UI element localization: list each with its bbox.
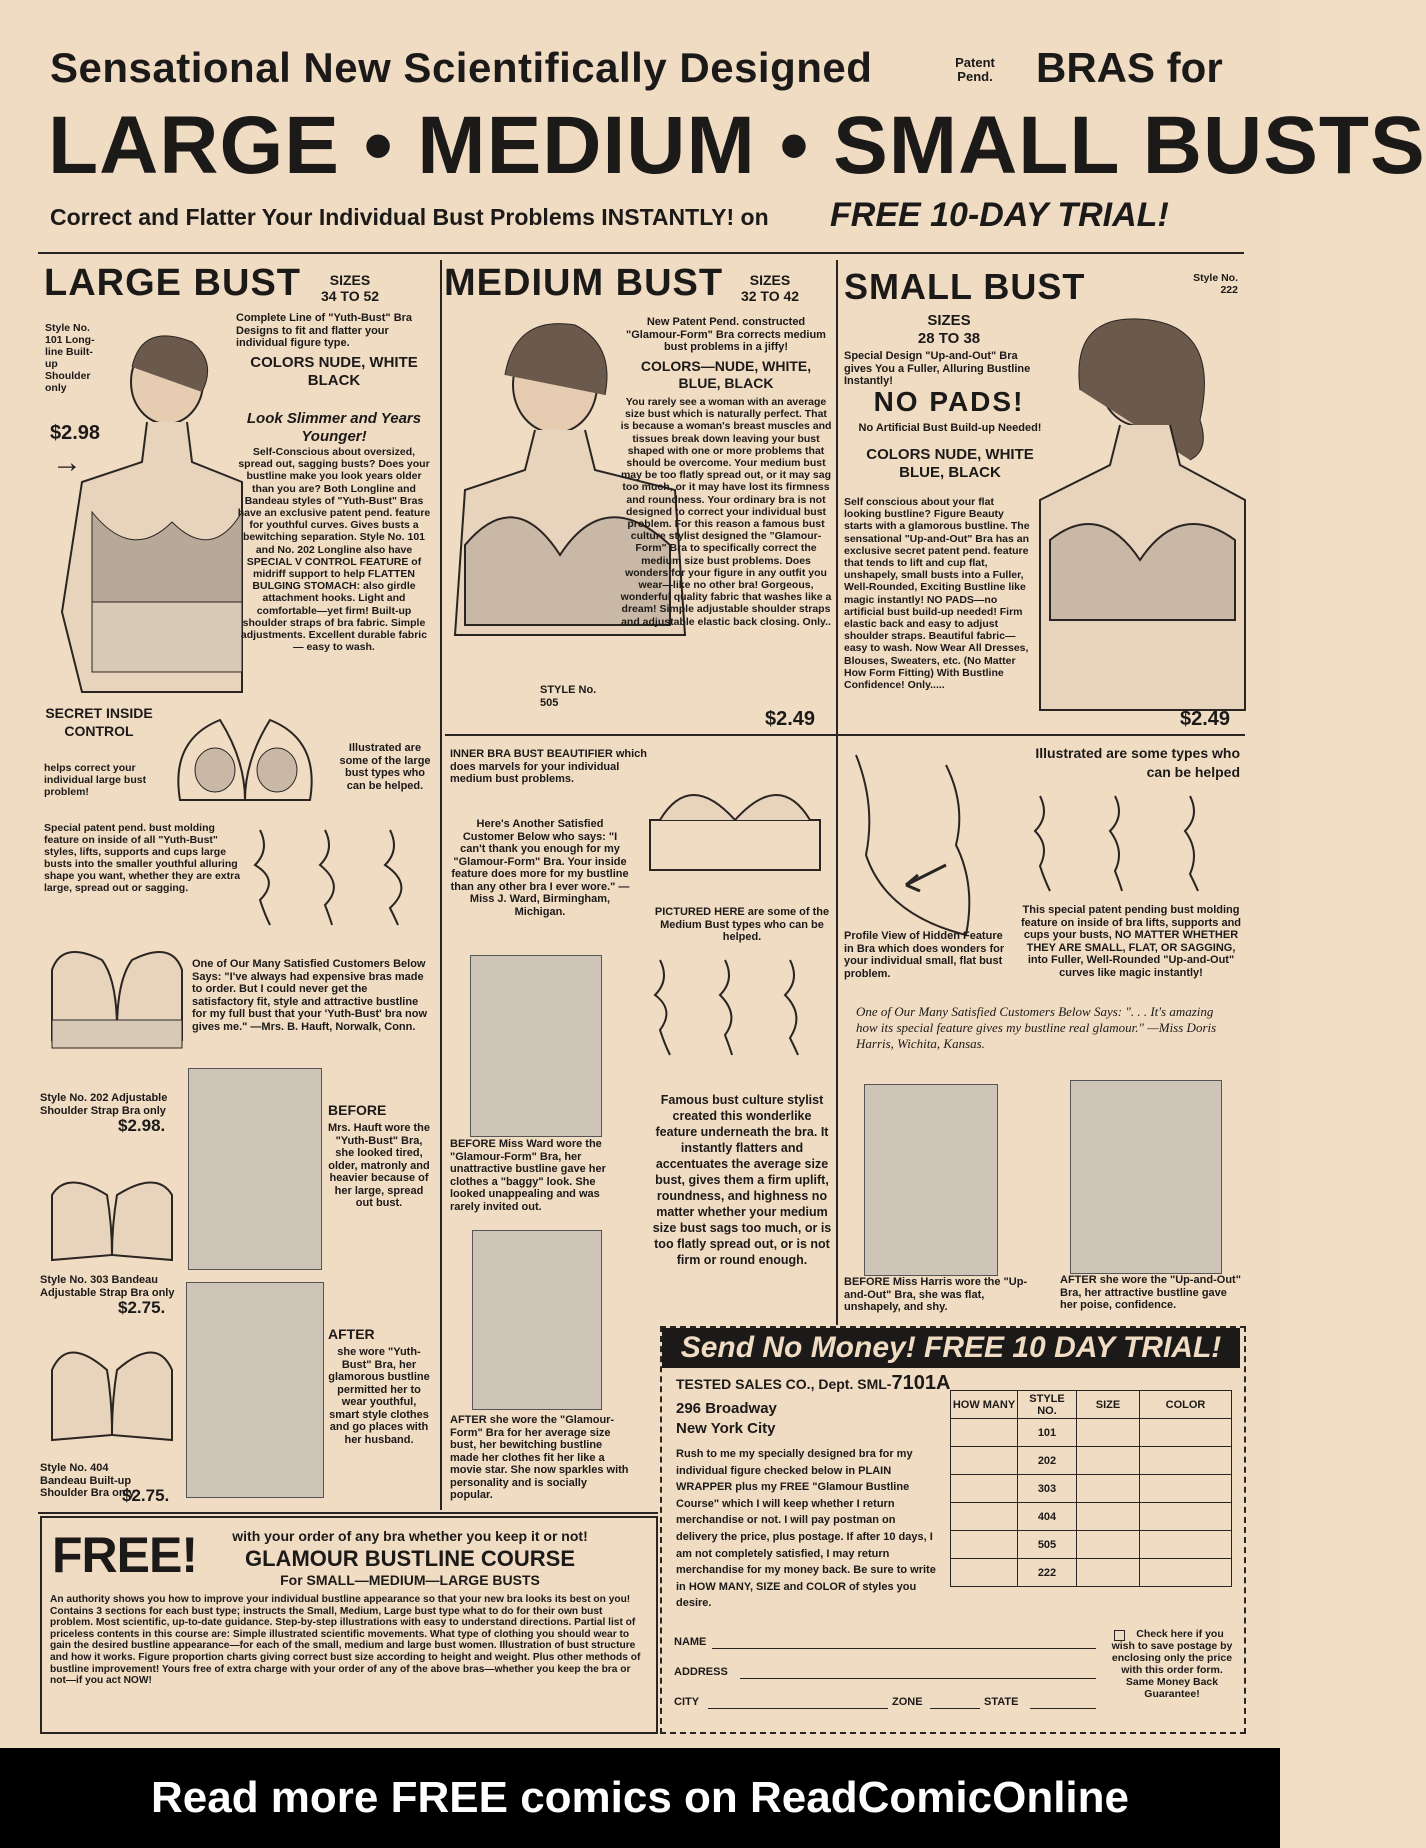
table-row [951, 1503, 1232, 1531]
secret-inside-control-text: helps correct your individual large bust problem! [44, 762, 147, 798]
footer-text: Read more FREE comics on ReadComicOnline [150, 1773, 1129, 1822]
small-special-feature: This special patent pending bust molding feature on inside of bra lifts, supports and cups your busts, NO MATTER WHETHER THEY ARE SMALL, FLAT, OR SAGGING, into Fuller, Well-Rounded "Up-and-Out" curves like magic instantly! [1020, 904, 1242, 979]
medium-sizes-label: SIZES [749, 272, 791, 288]
style-303-label: Style No. 303 Bandeau Adjustable Strap Bra only [40, 1274, 175, 1299]
small-price: $2.49 [1180, 708, 1231, 730]
large-body: Self-Conscious about oversized, spread out, sagging busts? Does your bustline make you look years older than you are? Both Longline and Bandeau styles of "Yuth-Bust" Bras have an exclusive patent pend. feature for youthful curves. Gives busts a bewitching separation. Style No. 101 and No. 202 Longline also have SPECIAL V CONTROL FEATURE of midriff support to help FLATTEN BULGING STOMACH: also girdle attachment hooks. Light and comfortable—yet firm! Built-up shoulder straps of bra fabric. Simple adjustments. Excellent durable fabric — easy to wash. [237, 446, 431, 654]
large-after-title: AFTER [328, 1326, 375, 1342]
name-field[interactable] [712, 1648, 1096, 1649]
style-404-bra-illustration [42, 1330, 182, 1450]
medium-before-photo [470, 955, 602, 1137]
small-style-note: Style No. 222 [1193, 272, 1238, 296]
order-address-2: New York City [676, 1420, 776, 1437]
color-input-222[interactable] [1140, 1559, 1232, 1587]
medium-after-photo [472, 1230, 602, 1410]
medium-bust-profiles-illustration [640, 950, 830, 1060]
small-no-pads: NO PADS! [873, 386, 1025, 417]
column-divider-2 [836, 260, 838, 1325]
table-row [951, 1447, 1232, 1475]
small-after-photo [1070, 1080, 1222, 1274]
medium-before-text: BEFORE Miss Ward wore the "Glamour-Form" Bra, her unattractive bustline gave her clothes a "baggy" look. She looked unappealing and was rarely invited out. [450, 1138, 606, 1213]
city-field[interactable] [708, 1708, 888, 1709]
large-sizes-label: SIZES [329, 272, 371, 288]
state-label: STATE [984, 1696, 1019, 1708]
medium-famous-stylist: Famous bust culture stylist created this wonderlike feature underneath the bra. It instantly flatters and accentuates the average size bust, gives them a firm uplift, roundness, and highness no matter whether your medium size bust sags too much, or is too flatly spread out, or is not firm or round enough. [652, 1093, 832, 1267]
state-field[interactable] [1030, 1708, 1096, 1709]
free-course-title: GLAMOUR BUSTLINE COURSE [245, 1546, 575, 1571]
order-address-1: 296 Broadway [676, 1400, 777, 1417]
large-testimonial: One of Our Many Satisfied Customers Below Says: "I've always had expensive bras made to order. But I could never get the satisfactory fit, style and attractive bustline for my full bust that your 'Yuth-Bust' bra now gives me." —Mrs. B. Hauft, Norwalk, Conn. [192, 958, 428, 1033]
large-price: $2.98 [50, 422, 101, 444]
color-input-303[interactable] [1140, 1475, 1232, 1503]
color-input-101[interactable] [1140, 1419, 1232, 1447]
table-row [951, 1559, 1232, 1587]
medium-price: $2.49 [765, 708, 816, 730]
footer-banner[interactable] [0, 1748, 1280, 1848]
style-no-cell: 505 [1018, 1531, 1077, 1559]
small-bust-title: SMALL BUST [844, 266, 1086, 307]
small-after-text: AFTER she wore the "Up-and-Out" Bra, her attractive bustline gave her poise, confidence. [1060, 1274, 1241, 1311]
small-colors: COLORS NUDE, WHITE BLUE, BLACK [866, 446, 1034, 481]
order-banner: Send No Money! FREE 10 DAY TRIAL! [662, 1328, 1240, 1368]
large-sizes [300, 272, 400, 304]
small-bust-model-illustration [1030, 300, 1245, 710]
color-input-404[interactable] [1140, 1503, 1232, 1531]
size-input-505[interactable] [1077, 1531, 1140, 1559]
free-course-body: An authority shows you how to improve your individual bustline appearance so that your new bra looks its best on you! Contains 3 sections for each bust type; instructs the Small, Medium, Large bust type what to do for their own bust problem. Most scientific, up-to-date guidance. Step-by-step illustrations with easy to understand directions. Partial list of priceless contents in this course are: Simple illustrated scientific movements. What type of clothing you should wear to gain the desired bustline appearance—for each of the small, medium and large bust women. Illustration of bust structure and how it works. Figure proportion charts giving correct bust size according to height and weight. Plus other methods of bustline improvement! Yours free of extra charge with your order of any of the above bras—whether you keep the bra or not—if you act NOW! [50, 1594, 641, 1687]
col-color: COLOR [1140, 1391, 1232, 1419]
secret-inside-control-title: SECRET INSIDE CONTROL [45, 705, 153, 739]
large-bust-profiles-illustration [240, 820, 430, 930]
header-line-1 [50, 44, 872, 92]
arrow-icon: → [52, 446, 82, 479]
size-input-202[interactable] [1077, 1447, 1140, 1475]
large-sizes-value: 34 TO 52 [320, 288, 380, 304]
table-row [951, 1531, 1232, 1559]
header-line-2: LARGE • MEDIUM • SMALL BUSTS [48, 100, 1426, 191]
style-303-bra-illustration [42, 1165, 182, 1270]
small-intro: Special Design "Up-and-Out" Bra gives You a Fuller, Alluring Bustline Instantly! [844, 350, 1031, 387]
order-table [950, 1390, 1232, 1587]
free-title: FREE! [52, 1527, 197, 1583]
table-row [951, 1419, 1232, 1447]
style-404-label: Style No. 404 Bandeau Built-up Shoulder Bra only [40, 1462, 135, 1499]
style-no-cell: 202 [1018, 1447, 1077, 1475]
how-many-input-101[interactable] [951, 1419, 1018, 1447]
order-company-name: TESTED SALES CO., Dept. SML- [676, 1376, 892, 1392]
how-many-input-404[interactable] [951, 1503, 1018, 1531]
large-special-feature: Special patent pend. bust molding feature on inside of all "Yuth-Bust" styles, lifts, supports and cups large busts into the smaller youthful alluring shape you want, whether they are extra large, spread out or sagging. [44, 822, 241, 894]
small-illustrated-types: Illustrated are some types who can be helped [1035, 745, 1240, 780]
city-label: CITY [674, 1696, 700, 1708]
large-illustrated-types: Illustrated are some of the large bust types who can be helped. [339, 742, 431, 792]
small-bust-profiles-illustration [1020, 786, 1240, 896]
medium-pictured: PICTURED HERE are some of the Medium Bust types who can be helped. [654, 906, 830, 943]
header-line-1-a: Sensational New Scientifically Designed [50, 44, 873, 91]
small-sizes [894, 312, 1004, 348]
col-size: SIZE [1077, 1391, 1140, 1419]
how-many-input-222[interactable] [951, 1559, 1018, 1587]
style-no-cell: 404 [1018, 1503, 1077, 1531]
large-tagline: Look Slimmer and Years Younger! [246, 410, 422, 445]
large-after-text: she wore "Yuth-Bust" Bra, her glamorous bustline permitted her to wear youthful, smart style clothes and go places with her husband. [328, 1346, 430, 1446]
large-colors: COLORS NUDE, WHITE BLACK [250, 354, 418, 389]
small-sizes-label: SIZES [927, 312, 971, 329]
header-divider [38, 252, 1244, 254]
name-label: NAME [674, 1636, 707, 1648]
address-label: ADDRESS [674, 1666, 728, 1678]
large-before-photo [188, 1068, 322, 1270]
style-303-price: $2.75. [118, 1298, 166, 1317]
large-before-text: Mrs. Hauft wore the "Yuth-Bust" Bra, she looked tired, older, matronly and heavier because of her large, spread out bust. [327, 1122, 431, 1209]
large-bust-title: LARGE BUST [44, 262, 301, 304]
save-postage-note: Check here if you wish to save postage by enclosing only the price with this order form. Same Money Back Guarantee! [1111, 1628, 1233, 1700]
small-testimonial: One of Our Many Satisfied Customers Below Says: ". . . It's amazing how its special feature gives my bustline real glamour." —Miss Doris Harris, Wichita, Kansas. [856, 1004, 1217, 1051]
large-intro: Complete Line of "Yuth-Bust" Bra Designs to fit and flatter your individual figure type. [236, 312, 413, 349]
medium-intro: New Patent Pend. constructed "Glamour-Form" Bra corrects medium bust problems in a jiffy! [626, 316, 826, 353]
size-input-101[interactable] [1077, 1419, 1140, 1447]
style-202-label: Style No. 202 Adjustable Shoulder Strap Bra only [40, 1092, 168, 1117]
style-no-cell: 222 [1018, 1559, 1077, 1587]
how-many-input-202[interactable] [951, 1447, 1018, 1475]
header-line-3-b: FREE 10-DAY TRIAL! [830, 196, 1169, 234]
size-input-303[interactable] [1077, 1475, 1140, 1503]
style-404-price: $2.75. [122, 1486, 170, 1505]
color-input-505[interactable] [1140, 1531, 1232, 1559]
large-after-photo [186, 1282, 324, 1498]
col-how-many: HOW MANY [951, 1391, 1018, 1419]
style-202-bra-illustration [42, 930, 187, 1050]
small-before-text: BEFORE Miss Harris wore the "Up-and-Out" Bra, she was flat, unshapely, and shy. [844, 1276, 1028, 1313]
patent-pend-label: Patent Pend. [955, 55, 995, 84]
size-input-404[interactable] [1077, 1503, 1140, 1531]
free-line-1: with your order of any bra whether you keep it or not! [232, 1528, 588, 1544]
how-many-input-303[interactable] [951, 1475, 1018, 1503]
mid-divider [445, 734, 1245, 736]
medium-style-label: STYLE No. 505 [540, 684, 597, 709]
inside-control-bra-illustration [160, 700, 330, 810]
small-sizes-value: 28 TO 38 [917, 330, 981, 347]
large-bust-model-illustration [42, 312, 242, 692]
column-divider-1 [440, 260, 442, 1510]
how-many-input-505[interactable] [951, 1531, 1018, 1559]
medium-sizes-value: 32 TO 42 [740, 288, 800, 304]
header-line-1-b: BRAS for [1036, 44, 1223, 91]
medium-after-text: AFTER she wore the "Glamour-Form" Bra for her average size bust, her bewitching bustline made her clothes fit her like a movie star. She now sparkles with personality and is socially popular. [450, 1414, 629, 1501]
medium-body: You rarely see a woman with an average size bust which is naturally perfect. That is because a woman's breast muscles and tissues break down leaving your bust shaped with one or more problems that should be overcome. Your medium bust may be too flatly spread out, or it may sag too much, or it may have lost its firmness and roundness. Your ordinary bra is not designed to correct your individual bust problem. For this reason a famous bust culture stylist designed the "Glamour-Form" Bra to specifically correct the medium size bust problems. Does wonders for your figure in any outfit you wear—like no other bra! Gorgeous, wonderful quality fabric that washes like a dream! Simple adjustable shoulder straps and adjustable elastic back closing. Only.. [620, 396, 832, 628]
order-dept-number: 7101A [891, 1372, 951, 1394]
style-no-cell: 303 [1018, 1475, 1077, 1503]
order-company [676, 1372, 950, 1395]
inner-bra-illustration [640, 740, 830, 890]
large-before-title: BEFORE [328, 1102, 387, 1118]
zone-label: ZONE [892, 1696, 923, 1708]
color-input-202[interactable] [1140, 1447, 1232, 1475]
medium-colors: COLORS—NUDE, WHITE, BLUE, BLACK [640, 358, 812, 391]
header-line-3-a: Correct and Flatter Your Individual Bust Problems INSTANTLY! on [50, 204, 769, 230]
medium-testimonial: Here's Another Satisfied Customer Below who says: "I can't thank you enough for my "Glamour-Form" Bra. Your inside feature does more for my bustline than any other bra I ever wore." —Miss J. Ward, Birmingham, Michigan. [450, 818, 630, 918]
free-course-for: For SMALL—MEDIUM—LARGE BUSTS [280, 1572, 540, 1588]
address-field[interactable] [740, 1678, 1096, 1679]
size-input-222[interactable] [1077, 1559, 1140, 1587]
style-no-cell: 101 [1018, 1419, 1077, 1447]
table-row [951, 1475, 1232, 1503]
small-no-pads-sub: No Artificial Bust Build-up Needed! [858, 422, 1042, 434]
medium-inner-beautifier: INNER BRA BUST BEAUTIFIER which does marvels for your individual medium bust problems. [450, 748, 647, 785]
medium-sizes [720, 272, 820, 304]
large-style-note: Style No. 101 Long-line Built-up Shoulder only [45, 322, 95, 394]
hidden-feature-profile-illustration [846, 745, 986, 945]
small-before-photo [864, 1084, 998, 1276]
medium-bust-title: MEDIUM BUST [444, 262, 724, 304]
small-body: Self conscious about your flat looking bustline? Figure Beauty starts with a glamorous bustline. The sensational "Up-and-Out" Bra has an exclusive secret patent pend. feature that tends to lift and cup flat, unshapely, small busts into a Fuller, Well-Rounded, Exciting Bustline like magic instantly! NO PADS—no artificial bust build-up needed! Firm elastic back and easy to adjust shoulder straps. Beautiful fabric—easy to wash. Now Wear All Dresses, Blouses, Sweaters, etc. (No Matter How Form Fitting) With Bustline Confidence! Only..... [844, 496, 1030, 692]
zone-field[interactable] [930, 1708, 980, 1709]
small-profile-caption: Profile View of Hidden Feature in Bra which does wonders for your individual small, flat bust problem. [844, 930, 1005, 980]
col-style-no: STYLE NO. [1018, 1391, 1077, 1419]
style-202-price: $2.98. [118, 1116, 166, 1135]
free-box-divider [38, 1512, 658, 1514]
order-body: Rush to me my specially designed bra for my individual figure checked below in PLAIN WRAPPER plus my FREE "Glamour Bustline Course" which I will keep whether I return merchandise or not. I will pay postman on delivery the price, plus postage. If after 10 days, I am not completely satisfied, I may return merchandise for my money back. Be sure to write in HOW MANY, SIZE and COLOR of styles you desire. [676, 1448, 936, 1610]
